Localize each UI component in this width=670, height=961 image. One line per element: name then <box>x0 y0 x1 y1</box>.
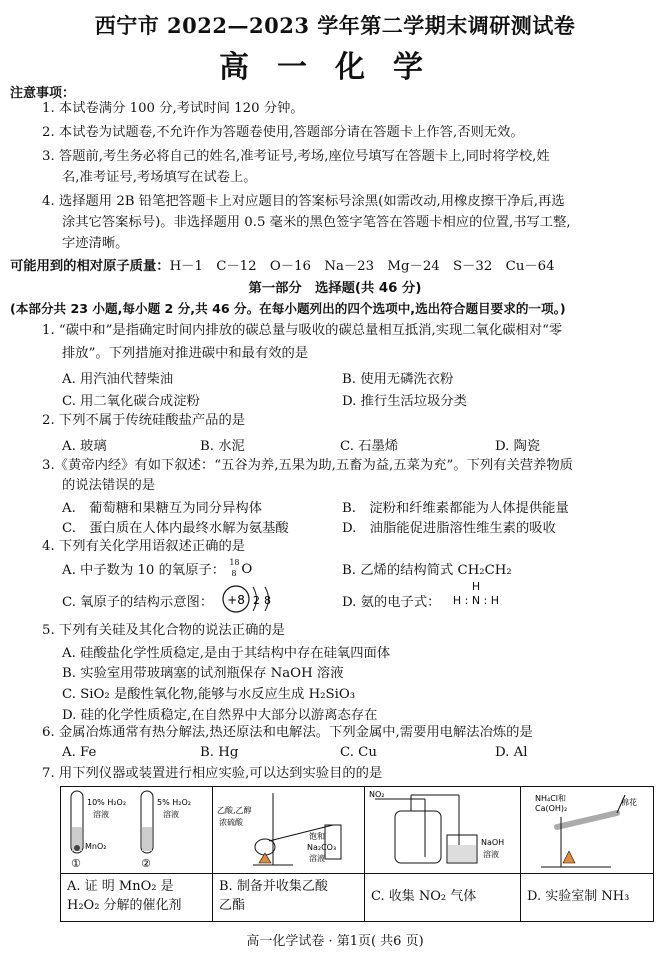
shell-2-electrons: 8 <box>264 594 271 607</box>
caption-b-line1: B. 制备并收集乙酸 <box>219 879 328 894</box>
label-na2co3: Na₂CO₃ <box>307 843 337 852</box>
note-line: 名,准考证号,考场填写在试卷上。 <box>62 170 257 185</box>
exam-title: 西宁市 2022—2023 学年第二学期末调研测试卷 <box>94 13 576 38</box>
gas-collection-figure <box>365 787 519 873</box>
page-footer: 高一化学试卷 · 第1页( 共6 页) <box>246 934 424 949</box>
question-3-option-c: C. 蛋白质在人体内最终水解为氨基酸 <box>62 521 289 536</box>
question-5-option-d: D. 硅的化学性质稳定,在自然界中大部分以游离态存在 <box>62 708 378 723</box>
question-3-stem: 的说法错误的是 <box>62 478 156 493</box>
shell-1-electrons: 2 <box>253 594 260 607</box>
liquid-2 <box>142 827 152 851</box>
electron-formula-middle: H : N : H <box>452 594 500 607</box>
ammonia-electron-formula <box>446 580 506 608</box>
flame-icon <box>563 851 575 863</box>
question-6-option-a: A. Fe <box>62 745 97 760</box>
caption-b <box>213 875 334 917</box>
question-3-option-d: D. 油脂能促进脂溶性维生素的吸收 <box>342 521 556 536</box>
question-5-stem: 5. 下列有关硅及其化合物的说法正确的是 <box>42 623 285 638</box>
label-cotton: 棉花 <box>621 798 637 807</box>
nuclide-symbol <box>229 557 255 580</box>
question-5-option-b: B. 实验室用带玻璃塞的试剂瓶保存 NaOH 溶液 <box>62 666 344 681</box>
label-solution: 溶液 <box>309 854 325 863</box>
mass-number: 18 <box>229 557 240 567</box>
question-1-stem: 排放”。下列措施对推进碳中和最有效的是 <box>62 346 309 361</box>
label-h2o2-10: 10% H₂O₂ <box>87 798 127 807</box>
question-6-stem: 6. 金属冶炼通常有热分解法,热还原法和电解法。下列金属中,需要用电解法冶炼的是 <box>42 725 533 740</box>
question-3-stem: 3.《黄帝内经》有如下叙述：“五谷为养,五果为助,五畜为益,五菜为充”。下列有关营养物质 <box>42 458 573 473</box>
subject-title: 高一化学 <box>219 50 451 85</box>
question-2-option-b: B. 水泥 <box>200 439 245 454</box>
caption-a-line2: H₂O₂ 分解的催化剂 <box>67 898 182 913</box>
part1-title: 第一部分 选择题(共 46 分) <box>248 281 422 296</box>
electron-formula-top: H <box>471 580 481 593</box>
question-2-stem: 2. 下列不属于传统硅酸盐产品的是 <box>42 413 246 428</box>
part1-instruction: (本部分共 23 小题,每小题 2 分,共 46 分。在每小题列出的四个选项中,选出符合题目要求的一项。) <box>10 301 566 316</box>
label-solution-1: 溶液 <box>93 810 109 819</box>
atomic-masses <box>10 258 555 276</box>
label-no2: NO₂ <box>369 790 385 799</box>
tube-number-2: ② <box>141 857 151 870</box>
experiment-table <box>60 786 654 922</box>
question-2-option-c: C. 石墨烯 <box>340 439 399 454</box>
experiment-cell-d <box>521 787 653 921</box>
element-symbol: O <box>241 561 253 577</box>
caption-d: D. 实验室制 NH₃ <box>527 889 630 904</box>
note-line: 1. 本试卷满分 100 分,考试时间 120 分钟。 <box>42 101 304 116</box>
question-3-option-a: A. 葡萄糖和果糖互为同分异构体 <box>62 501 262 516</box>
label-nh4cl: NH₄Cl和 <box>535 794 567 803</box>
label-mno2: MnO₂ <box>85 842 107 851</box>
label-conc-h2so4: 浓硫酸 <box>219 818 243 827</box>
note-line: 2. 本试卷为试题卷,不允许作为答题卷使用,答题部分请在答题卡上作答,否则无效。 <box>42 125 524 140</box>
naoh-liquid <box>448 845 476 862</box>
question-1-option-a: A. 用汽油代替柴油 <box>62 372 174 387</box>
atomic-masses-values: H－1 C－12 O－16 Na－23 Mg－24 S－32 Cu－64 <box>169 259 555 274</box>
caption-c: C. 收集 NO₂ 气体 <box>371 889 477 904</box>
question-4-option-a <box>62 559 255 580</box>
question-4-option-b: B. 乙烯的结构简式 CH₂CH₂ <box>342 563 512 578</box>
gas-bottle <box>395 811 441 863</box>
test-tubes-figure <box>61 787 211 873</box>
atomic-masses-label: 可能用到的相对原子质量： <box>10 259 170 274</box>
question-5-option-c: C. SiO₂ 是酸性氧化物,能够与水反应生成 H₂SiO₃ <box>62 687 356 702</box>
ammonia-prep-figure <box>521 787 651 873</box>
label-solution-2: 溶液 <box>163 810 179 819</box>
note-line: 字迹清晰。 <box>62 236 129 251</box>
notes-heading: 注意事项： <box>10 86 76 101</box>
oxygen-atom-diagram <box>220 582 280 616</box>
question-1-option-c: C. 用二氧化碳合成淀粉 <box>62 394 200 409</box>
mno2-solid <box>74 845 80 851</box>
question-2-option-d: D. 陶瓷 <box>495 439 541 454</box>
nucleus-charge: +8 <box>227 593 245 607</box>
label-naoh-solution: 溶液 <box>483 850 499 859</box>
note-line: 3. 答题前,考生务必将自己的姓名,准考证号,考场,座位号填写在答题卡上,同时将学校,姓 <box>42 149 550 164</box>
label-h2o2-5: 5% H₂O₂ <box>157 798 191 807</box>
question-6-option-d: D. Al <box>495 745 528 760</box>
question-4-option-c: C. 氧原子的结构示意图： <box>62 595 214 610</box>
question-5-option-a: A. 硅酸盐化学性质稳定,是由于其结构中存在硅氧四面体 <box>62 646 391 661</box>
caption-a <box>61 875 188 917</box>
label-reactants: 乙酸,乙醇 <box>217 806 252 815</box>
question-1-option-b: B. 使用无磷洗衣粉 <box>342 372 454 387</box>
note-line: 4. 选择题用 2B 铅笔把答题卡上对应题目的答案标号涂黑(如需改动,用橡皮擦干净后,再选 <box>42 194 565 209</box>
note-line: 涂其它答案标号)。非选择题用 0.5 毫米的黑色签字笔答在答题卡相应的位置,书写工整, <box>62 215 571 230</box>
collection-tube <box>325 825 341 859</box>
question-3-option-b: B. 淀粉和纤维素都能为人体提供能量 <box>342 501 569 516</box>
experiment-cell-a <box>61 787 213 921</box>
question-1-stem: 1. “碳中和”是指确定时间内排放的碳总量与吸收的碳总量相互抵消,实现二氧化碳相对“零 <box>42 323 563 338</box>
label-saturated: 饱和 <box>309 832 325 841</box>
question-1-option-d: D. 推行生活垃圾分类 <box>342 394 468 409</box>
caption-b-line2: 乙酯 <box>219 898 246 913</box>
experiment-cell-c <box>365 787 521 921</box>
option-a-text: A. 中子数为 10 的氧原子： <box>62 563 226 578</box>
experiment-cell-b <box>213 787 365 921</box>
atomic-number: 8 <box>231 568 237 578</box>
question-6-option-c: C. Cu <box>340 745 377 760</box>
label-naoh: NaOH <box>481 838 505 847</box>
question-6-option-b: B. Hg <box>200 745 239 760</box>
question-2-option-a: A. 玻璃 <box>62 439 107 454</box>
esterification-figure <box>213 787 363 873</box>
caption-a-line1: A. 证 明 MnO₂ 是 <box>67 879 174 894</box>
label-caoh2: Ca(OH)₂ <box>535 804 568 813</box>
tube-number-1: ① <box>71 857 81 870</box>
question-4-option-d: D. 氨的电子式： <box>342 595 441 610</box>
heating-tube <box>557 813 617 827</box>
question-7-stem: 7. 用下列仪器或装置进行相应实验,可以达到实验目的的是 <box>42 766 383 781</box>
question-4-stem: 4. 下列有关化学用语叙述正确的是 <box>42 539 246 554</box>
